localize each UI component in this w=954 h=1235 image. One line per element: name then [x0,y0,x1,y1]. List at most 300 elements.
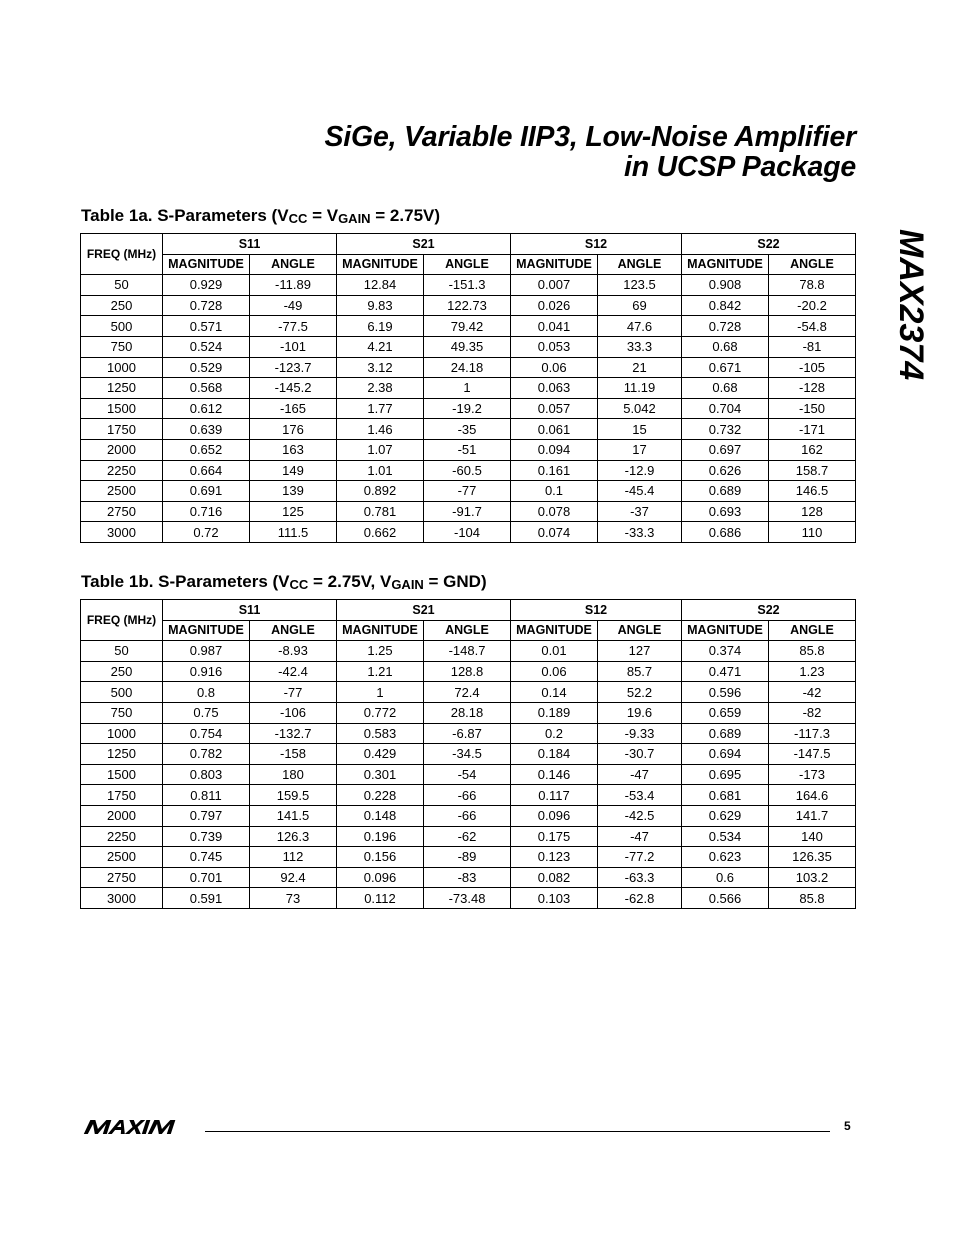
table-row [81,481,856,502]
freq-cell: 1500 [81,764,163,785]
table-cell: -77.5 [250,316,337,337]
caption-text: = GND) [423,572,487,591]
table-row [81,275,856,296]
table-cell: -66 [424,805,511,826]
table-cell: 0.061 [511,419,598,440]
table-cell: -132.7 [250,723,337,744]
table-cell: 176 [250,419,337,440]
table-cell: 0.074 [511,522,598,543]
table-cell: 0.671 [682,357,769,378]
table-cell: 24.18 [424,357,511,378]
table-row [81,682,856,703]
freq-cell: 2500 [81,847,163,868]
table-cell: 0.626 [682,460,769,481]
table-row [81,888,856,909]
freq-cell: 2750 [81,501,163,522]
table-cell: 0.691 [163,481,250,502]
table-cell: 0.892 [337,481,424,502]
freq-header: FREQ (MHz) [81,600,163,641]
table-row [81,398,856,419]
table-cell: 112 [250,847,337,868]
group-header-s22: S22 [682,234,856,255]
table-cell: -147.5 [769,744,856,765]
table-cell: 0.103 [511,888,598,909]
table-cell: 1.07 [337,439,424,460]
table-cell: 0.68 [682,378,769,399]
table-cell: 0.026 [511,295,598,316]
table-cell: -128 [769,378,856,399]
table-cell: 0.2 [511,723,598,744]
table-row [81,805,856,826]
freq-cell: 2750 [81,867,163,888]
table-cell: 0.596 [682,682,769,703]
table-cell: 79.42 [424,316,511,337]
table-row [81,661,856,682]
table-cell: 0.842 [682,295,769,316]
table-cell: -42.4 [250,661,337,682]
table-cell: 0.772 [337,702,424,723]
table-cell: -47 [598,826,682,847]
table-cell: 0.228 [337,785,424,806]
table-cell: 0.664 [163,460,250,481]
table-cell: -42 [769,682,856,703]
table-cell: 1 [337,682,424,703]
table-row [81,641,856,662]
table-body [81,275,856,543]
table-row [81,867,856,888]
page-title [324,122,856,182]
caption-subscript: GAIN [338,211,371,226]
table-cell: 73 [250,888,337,909]
table-cell: -106 [250,702,337,723]
table-cell: 0.591 [163,888,250,909]
caption-text: = V [307,206,339,225]
table-cell: 49.35 [424,336,511,357]
group-header-s11: S11 [163,600,337,621]
column-header-magnitude: MAGNITUDE [511,254,598,275]
table-cell: 0.781 [337,501,424,522]
table-cell: 0.117 [511,785,598,806]
column-header-magnitude: MAGNITUDE [163,620,250,641]
table-row [81,744,856,765]
caption-subscript: GAIN [391,577,424,592]
table-cell: -51 [424,439,511,460]
table-row [81,826,856,847]
column-header-magnitude: MAGNITUDE [511,620,598,641]
table-cell: -165 [250,398,337,419]
table-cell: -49 [250,295,337,316]
maxim-logo-graphic [83,1118,193,1136]
table-1a-caption [81,206,440,226]
table-cell: 158.7 [769,460,856,481]
table-row [81,522,856,543]
table-cell: -62.8 [598,888,682,909]
table-row [81,723,856,744]
table-cell: 139 [250,481,337,502]
table-cell: -158 [250,744,337,765]
freq-cell: 1250 [81,378,163,399]
column-header-angle: ANGLE [769,254,856,275]
table-row [81,501,856,522]
table-cell: 0.811 [163,785,250,806]
caption-text: Table 1b. S-Parameters (V [81,572,290,591]
table-cell: -91.7 [424,501,511,522]
column-header-angle: ANGLE [424,620,511,641]
table-cell: 140 [769,826,856,847]
table-cell: 78.8 [769,275,856,296]
table-cell: 0.078 [511,501,598,522]
table-cell: -150 [769,398,856,419]
table-cell: 85.8 [769,641,856,662]
table-cell: 0.929 [163,275,250,296]
table-cell: 0.096 [337,867,424,888]
table-cell: -45.4 [598,481,682,502]
s-parameter-table-1a [80,233,856,543]
table-row [81,764,856,785]
table-cell: 0.429 [337,744,424,765]
table-cell: -6.87 [424,723,511,744]
table-cell: 0.612 [163,398,250,419]
table-row [81,785,856,806]
column-header-angle: ANGLE [769,620,856,641]
table-cell: 0.754 [163,723,250,744]
table-cell: -173 [769,764,856,785]
table-cell: 9.83 [337,295,424,316]
table-cell: 0.146 [511,764,598,785]
column-header-magnitude: MAGNITUDE [163,254,250,275]
table-cell: -33.3 [598,522,682,543]
table-cell: 0.629 [682,805,769,826]
table-cell: 0.908 [682,275,769,296]
table-cell: 0.184 [511,744,598,765]
freq-cell: 1250 [81,744,163,765]
table-cell: 125 [250,501,337,522]
group-header-s11: S11 [163,234,337,255]
freq-cell: 3000 [81,888,163,909]
table-cell: 0.1 [511,481,598,502]
table-cell: 0.72 [163,522,250,543]
freq-cell: 50 [81,641,163,662]
table-cell: 128.8 [424,661,511,682]
column-header-magnitude: MAGNITUDE [337,620,424,641]
freq-cell: 2000 [81,439,163,460]
table-cell: 12.84 [337,275,424,296]
table-cell: 0.175 [511,826,598,847]
table-cell: 85.7 [598,661,682,682]
group-header-s22: S22 [682,600,856,621]
table-cell: 0.14 [511,682,598,703]
table-cell: -42.5 [598,805,682,826]
freq-cell: 500 [81,682,163,703]
column-header-angle: ANGLE [598,254,682,275]
table-cell: -53.4 [598,785,682,806]
table-cell: 0.06 [511,661,598,682]
table-cell: 0.728 [163,295,250,316]
table-cell: 85.8 [769,888,856,909]
table-cell: 0.161 [511,460,598,481]
table-cell: 0.082 [511,867,598,888]
table-cell: 0.571 [163,316,250,337]
table-cell: 0.75 [163,702,250,723]
table-cell: 0.686 [682,522,769,543]
freq-header: FREQ (MHz) [81,234,163,275]
table-cell: 0.659 [682,702,769,723]
table-cell: 28.18 [424,702,511,723]
freq-cell: 1750 [81,419,163,440]
table-cell: 0.916 [163,661,250,682]
freq-cell: 250 [81,661,163,682]
table-cell: 33.3 [598,336,682,357]
table-cell: -35 [424,419,511,440]
table-cell: 0.689 [682,481,769,502]
table-cell: -8.93 [250,641,337,662]
table-cell: 1.25 [337,641,424,662]
table-cell: 0.716 [163,501,250,522]
table-cell: 1.21 [337,661,424,682]
table-cell: 0.739 [163,826,250,847]
table-cell: 0.301 [337,764,424,785]
column-header-angle: ANGLE [424,254,511,275]
table-cell: -12.9 [598,460,682,481]
table-cell: 92.4 [250,867,337,888]
table-cell: -151.3 [424,275,511,296]
table-cell: -105 [769,357,856,378]
table-cell: 1.77 [337,398,424,419]
table-cell: 159.5 [250,785,337,806]
table-cell: -82 [769,702,856,723]
page-number: 5 [844,1119,851,1133]
freq-cell: 1000 [81,723,163,744]
table-cell: -148.7 [424,641,511,662]
table-cell: 1.23 [769,661,856,682]
freq-cell: 500 [81,316,163,337]
table-cell: 103.2 [769,867,856,888]
group-header-s12: S12 [511,600,682,621]
group-header-s21: S21 [337,600,511,621]
table-cell: 0.693 [682,501,769,522]
freq-cell: 250 [81,295,163,316]
table-cell: 0.471 [682,661,769,682]
column-header-magnitude: MAGNITUDE [337,254,424,275]
table-row [81,702,856,723]
table-cell: 162 [769,439,856,460]
freq-cell: 2000 [81,805,163,826]
table-cell: 0.745 [163,847,250,868]
table-row [81,295,856,316]
column-header-magnitude: MAGNITUDE [682,620,769,641]
freq-cell: 2250 [81,460,163,481]
caption-subscript: CC [288,211,308,226]
table-cell: 0.057 [511,398,598,419]
table-cell: -145.2 [250,378,337,399]
table-row [81,847,856,868]
footer-rule [205,1131,830,1132]
table-cell: 0.041 [511,316,598,337]
table-cell: 128 [769,501,856,522]
table-cell: -83 [424,867,511,888]
table-cell: 0.652 [163,439,250,460]
table-cell: 122.73 [424,295,511,316]
maxim-logo [83,1118,193,1141]
table-cell: -73.48 [424,888,511,909]
table-cell: 0.68 [682,336,769,357]
column-header-angle: ANGLE [598,620,682,641]
table-cell: 126.35 [769,847,856,868]
group-header-s12: S12 [511,234,682,255]
table-cell: 127 [598,641,682,662]
table-cell: 0.782 [163,744,250,765]
table-cell: 17 [598,439,682,460]
table-cell: -63.3 [598,867,682,888]
table-cell: -60.5 [424,460,511,481]
s-parameter-table-1b [80,599,856,909]
table-cell: 52.2 [598,682,682,703]
table-cell: 3.12 [337,357,424,378]
table-cell: 0.007 [511,275,598,296]
table-cell: 0.732 [682,419,769,440]
table-cell: 180 [250,764,337,785]
table-cell: 0.639 [163,419,250,440]
table-1b-caption [81,572,487,592]
freq-cell: 750 [81,702,163,723]
table-cell: 0.8 [163,682,250,703]
table-cell: -47 [598,764,682,785]
column-header-angle: ANGLE [250,620,337,641]
table-cell: 0.053 [511,336,598,357]
table-cell: 0.156 [337,847,424,868]
table-cell: -54 [424,764,511,785]
table-cell: 163 [250,439,337,460]
table-cell: -81 [769,336,856,357]
table-cell: -77.2 [598,847,682,868]
table-cell: 141.5 [250,805,337,826]
table-cell: -54.8 [769,316,856,337]
table-row [81,419,856,440]
freq-cell: 1000 [81,357,163,378]
table-cell: 21 [598,357,682,378]
freq-cell: 2500 [81,481,163,502]
column-header-magnitude: MAGNITUDE [682,254,769,275]
table-cell: 0.689 [682,723,769,744]
table-cell: 19.6 [598,702,682,723]
caption-text: Table 1a. S-Parameters (V [81,206,289,225]
table-cell: 0.803 [163,764,250,785]
table-row [81,316,856,337]
table-cell: 0.374 [682,641,769,662]
table-cell: 0.529 [163,357,250,378]
table-cell: 0.063 [511,378,598,399]
table-cell: 110 [769,522,856,543]
table-cell: 0.697 [682,439,769,460]
table-cell: 0.704 [682,398,769,419]
table-row [81,357,856,378]
table-cell: -34.5 [424,744,511,765]
table-cell: 149 [250,460,337,481]
table-cell: 0.196 [337,826,424,847]
table-body [81,641,856,909]
table-cell: 0.06 [511,357,598,378]
table-cell: 111.5 [250,522,337,543]
table-cell: 0.728 [682,316,769,337]
table-cell: 0.797 [163,805,250,826]
table-cell: 69 [598,295,682,316]
table-cell: 0.524 [163,336,250,357]
table-cell: 0.01 [511,641,598,662]
table-cell: 0.623 [682,847,769,868]
caption-text: = 2.75V, V [308,572,392,591]
group-header-s21: S21 [337,234,511,255]
table-cell: 0.681 [682,785,769,806]
table-row [81,378,856,399]
table-cell: 0.701 [163,867,250,888]
table-cell: -62 [424,826,511,847]
side-part-number: MAX2374 [892,229,930,381]
table-cell: 0.189 [511,702,598,723]
table-cell: 146.5 [769,481,856,502]
table-cell: -37 [598,501,682,522]
title-line-2: in UCSP Package [624,151,856,183]
table-cell: 0.112 [337,888,424,909]
table-cell: 11.19 [598,378,682,399]
table-cell: -101 [250,336,337,357]
table-cell: -89 [424,847,511,868]
table-cell: 47.6 [598,316,682,337]
table-cell: 0.566 [682,888,769,909]
table-cell: -20.2 [769,295,856,316]
table-cell: -66 [424,785,511,806]
table-cell: 164.6 [769,785,856,806]
table-cell: 1.46 [337,419,424,440]
freq-cell: 1750 [81,785,163,806]
freq-cell: 750 [81,336,163,357]
freq-cell: 3000 [81,522,163,543]
table-cell: 4.21 [337,336,424,357]
table-cell: 0.694 [682,744,769,765]
table-cell: 0.096 [511,805,598,826]
table-cell: 0.987 [163,641,250,662]
table-cell: -123.7 [250,357,337,378]
table-cell: 123.5 [598,275,682,296]
table-cell: 0.568 [163,378,250,399]
table-cell: 0.695 [682,764,769,785]
table-cell: -77 [424,481,511,502]
caption-subscript: CC [289,577,309,592]
table-cell: -117.3 [769,723,856,744]
table-cell: -30.7 [598,744,682,765]
title-line-1: SiGe, Variable IIP3, Low-Noise Amplifier [324,121,856,153]
table-cell: -19.2 [424,398,511,419]
table-cell: 126.3 [250,826,337,847]
table-cell: 0.662 [337,522,424,543]
table-cell: -9.33 [598,723,682,744]
table-cell: 5.042 [598,398,682,419]
table-cell: 1 [424,378,511,399]
table-cell: 0.534 [682,826,769,847]
table-cell: 0.123 [511,847,598,868]
table-cell: -104 [424,522,511,543]
table-cell: 6.19 [337,316,424,337]
freq-cell: 1500 [81,398,163,419]
freq-cell: 50 [81,275,163,296]
table-cell: 141.7 [769,805,856,826]
table-row [81,336,856,357]
caption-text: = 2.75V) [370,206,441,225]
table-cell: -171 [769,419,856,440]
table-cell: 0.583 [337,723,424,744]
table-cell: 0.148 [337,805,424,826]
table-cell: 15 [598,419,682,440]
freq-cell: 2250 [81,826,163,847]
